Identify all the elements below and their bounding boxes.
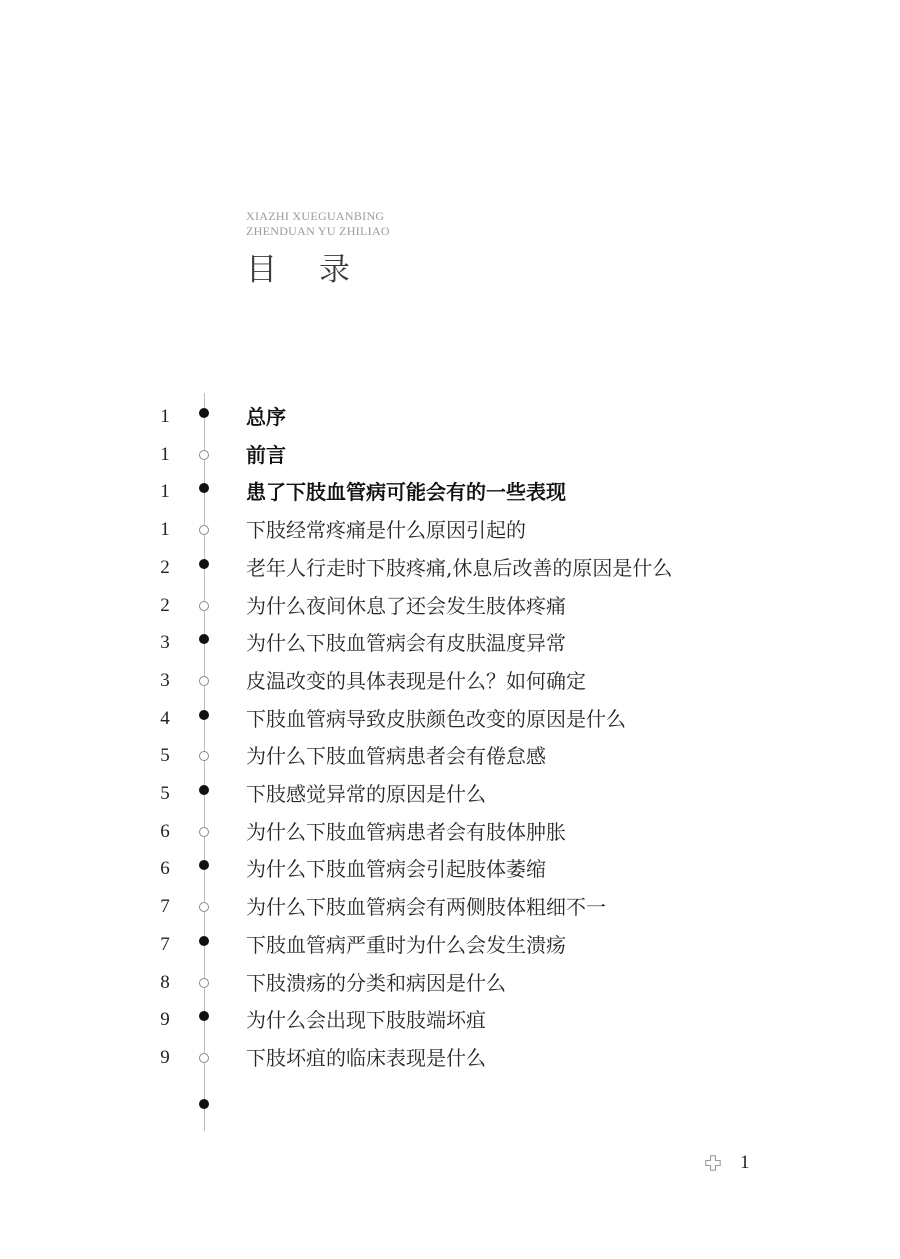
toc-entry-title: 为什么下肢血管病患者会有倦怠感: [246, 744, 546, 769]
toc-entry[interactable]: [0, 587, 900, 625]
filled-dot-icon: [199, 559, 209, 569]
hollow-dot-icon: [199, 525, 209, 535]
toc-page-number: 1: [160, 481, 170, 503]
toc-entry-title: 下肢血管病导致皮肤颜色改变的原因是什么: [246, 706, 626, 731]
toc-page-number: 4: [160, 707, 170, 729]
toc-page-number: 2: [160, 556, 170, 578]
filled-dot-icon: [199, 785, 209, 795]
toc-entry[interactable]: [0, 813, 900, 851]
toc-entry[interactable]: [0, 511, 900, 549]
toc-entry[interactable]: [0, 850, 900, 888]
toc-entry-title: 为什么下肢血管病会有皮肤温度异常: [246, 631, 566, 656]
toc-entry[interactable]: [0, 624, 900, 662]
hollow-dot-icon: [199, 902, 209, 912]
toc-page-number: 1: [160, 443, 170, 465]
toc-page-number: 6: [160, 820, 170, 842]
hollow-dot-icon: [199, 450, 209, 460]
toc-page-number: 5: [160, 745, 170, 767]
filled-dot-icon: [199, 860, 209, 870]
toc-page-number: 3: [160, 669, 170, 691]
filled-dot-icon: [199, 710, 209, 720]
pinyin-line-1: XIAZHI XUEGUANBING: [246, 209, 385, 223]
pinyin-line-2: ZHENDUAN YU ZHILIAO: [246, 224, 390, 238]
filled-dot-icon: [199, 408, 209, 418]
toc-page-number: 8: [160, 971, 170, 993]
hollow-dot-icon: [199, 978, 209, 988]
toc-entry-title: 患了下肢血管病可能会有的一些表现: [246, 480, 566, 505]
toc-entry-title: 为什么下肢血管病会有两侧肢体粗细不一: [246, 895, 606, 920]
page-title: 目录: [246, 252, 392, 288]
toc-page-number: 6: [160, 858, 170, 880]
filled-dot-icon: [199, 1011, 209, 1021]
toc-entry-title: 为什么下肢血管病患者会有肢体肿胀: [246, 819, 566, 844]
toc-entry-title: 下肢经常疼痛是什么原因引起的: [246, 518, 526, 543]
toc-page-number: 1: [160, 406, 170, 427]
toc-entry[interactable]: [0, 926, 900, 964]
toc-entry-title: 下肢溃疡的分类和病因是什么: [246, 970, 506, 995]
toc-page-number: 7: [160, 896, 170, 918]
toc-page-number: 2: [160, 594, 170, 616]
toc-page-number: 3: [160, 632, 170, 654]
toc-entry-title: 为什么会出现下肢肢端坏疽: [246, 1008, 486, 1033]
filled-dot-icon: [199, 483, 209, 493]
toc-entry[interactable]: [0, 964, 900, 1002]
toc-entry[interactable]: [0, 1001, 900, 1039]
hollow-dot-icon: [199, 676, 209, 686]
toc-entry-title: 下肢血管病严重时为什么会发生溃疡: [246, 932, 566, 957]
hollow-dot-icon: [199, 751, 209, 761]
toc-page-number: 5: [160, 783, 170, 804]
page-footer: [700, 1150, 780, 1176]
timeline-end-dot: [199, 1099, 209, 1109]
filled-dot-icon: [199, 634, 209, 644]
hollow-dot-icon: [199, 1053, 209, 1063]
filled-dot-icon: [199, 936, 209, 946]
toc-entry[interactable]: [0, 700, 900, 738]
toc-entry-title: 皮温改变的具体表现是什么？如何确定: [246, 668, 586, 693]
toc-entry[interactable]: [0, 662, 900, 700]
toc-entry[interactable]: [0, 775, 900, 813]
toc-entry[interactable]: [0, 549, 900, 587]
toc-entry[interactable]: [0, 1039, 900, 1077]
toc-entry[interactable]: [0, 888, 900, 926]
toc-page-number: 7: [160, 933, 170, 955]
toc-entry-title: 老年人行走时下肢疼痛,休息后改善的原因是什么: [246, 555, 673, 580]
toc-page-number: 9: [160, 1046, 170, 1068]
toc-entry-title: 下肢感觉异常的原因是什么: [246, 782, 486, 806]
hollow-dot-icon: [199, 827, 209, 837]
hollow-dot-icon: [199, 601, 209, 611]
page-number: 1: [740, 1152, 750, 1173]
toc-entry-title: 前言: [246, 442, 286, 467]
toc-entry[interactable]: [0, 737, 900, 775]
toc-page-number: 9: [160, 1009, 170, 1031]
toc-entry-title: 为什么下肢血管病会引起肢体萎缩: [246, 857, 546, 882]
medical-cross-icon: [705, 1155, 721, 1171]
toc-entry-title: 为什么夜间休息了还会发生肢体疼痛: [246, 593, 566, 618]
toc-entry-title: 总序: [246, 405, 286, 429]
toc-entry-title: 下肢坏疽的临床表现是什么: [246, 1045, 486, 1070]
toc-entry[interactable]: [0, 398, 900, 436]
toc-page-number: 1: [160, 519, 170, 541]
toc-entry[interactable]: [0, 473, 900, 511]
toc-entry[interactable]: [0, 436, 900, 474]
